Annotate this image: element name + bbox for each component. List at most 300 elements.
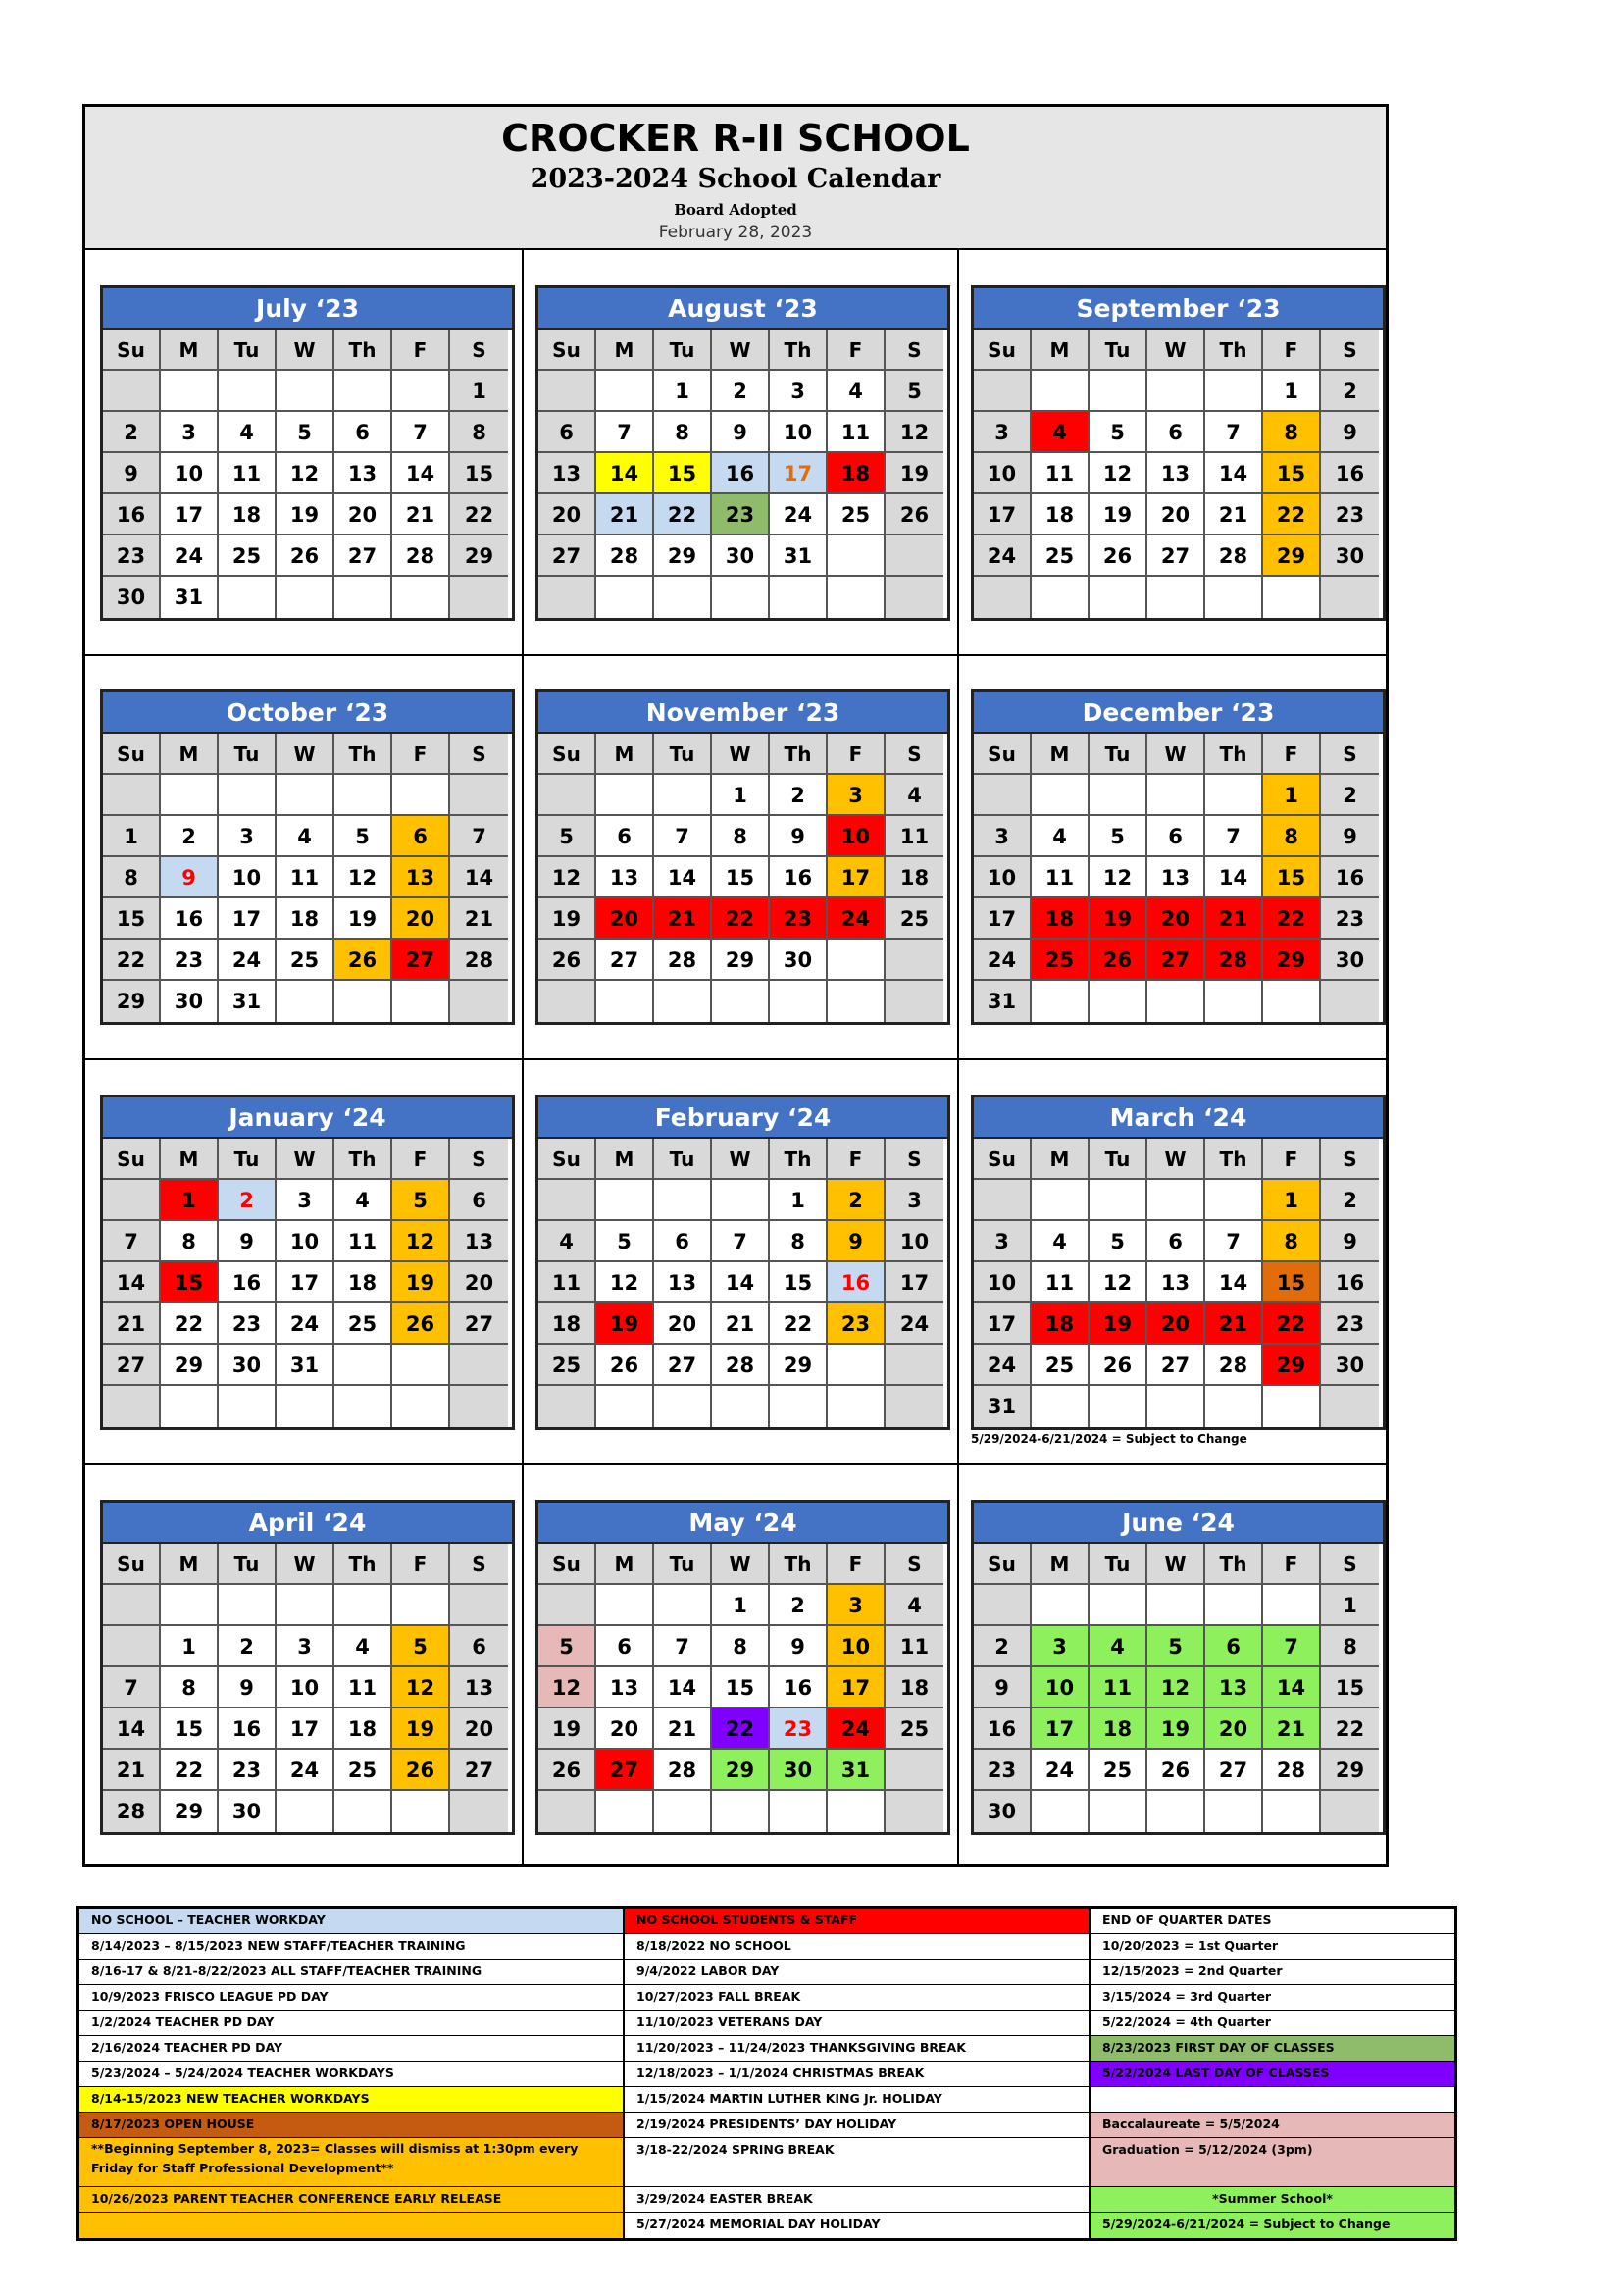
empty-day-cell [277,1791,334,1832]
weekday-header-row [103,330,512,371]
day-cell: 24 [770,494,828,535]
day-cell: 23 [770,1708,828,1750]
month-calendar [100,1500,515,1835]
day-cell: 20 [1147,494,1205,535]
empty-day-cell [828,1386,886,1427]
day-cell: 21 [103,1303,161,1345]
day-cell: 9 [770,1626,828,1667]
month-calendar [971,689,1386,1025]
day-cell: 22 [103,940,161,981]
legend-cell: 1/2/2024 TEACHER PD DAY [79,2011,625,2036]
week-row [538,816,947,857]
day-cell: 21 [1263,1708,1321,1750]
empty-day-cell [392,1386,450,1427]
month-title: April ‘24 [103,1503,512,1544]
day-cell: 19 [538,1708,596,1750]
week-row [974,535,1383,577]
empty-day-cell [1263,577,1321,618]
legend-cell: 1/15/2024 MARTIN LUTHER KING Jr. HOLIDAY [625,2087,1091,2113]
day-cell: 19 [538,898,596,940]
week-row [103,1345,512,1386]
day-cell: 6 [1205,1626,1263,1667]
week-row [538,1667,947,1708]
empty-day-cell [596,371,654,412]
empty-day-cell [538,775,596,816]
empty-day-cell [450,1386,508,1427]
day-cell: 7 [1205,816,1263,857]
day-cell: 15 [712,1667,770,1708]
day-cell: 19 [1090,898,1147,940]
weekday-label: S [1321,1139,1379,1180]
day-cell: 10 [974,453,1032,494]
day-cell: 21 [712,1303,770,1345]
legend-cell: Graduation = 5/12/2024 (3pm) [1091,2138,1454,2187]
day-cell: 22 [1263,494,1321,535]
empty-day-cell [1032,1386,1090,1427]
day-cell: 10 [219,857,277,898]
empty-day-cell [886,577,943,618]
week-row [538,1386,947,1427]
empty-day-cell [1263,1386,1321,1427]
day-cell: 29 [712,1750,770,1791]
empty-day-cell [654,981,712,1022]
day-cell: 4 [1032,816,1090,857]
day-cell: 19 [277,494,334,535]
day-cell: 25 [334,1303,392,1345]
week-row [538,1180,947,1221]
day-cell: 20 [1147,898,1205,940]
day-cell: 14 [1205,857,1263,898]
day-cell: 1 [450,371,508,412]
weekday-header-row [974,734,1383,775]
week-row [103,1303,512,1345]
empty-day-cell [538,1386,596,1427]
week-row [974,412,1383,453]
weekday-label: S [450,330,508,371]
month-title: June ‘24 [974,1503,1383,1544]
legend-cell: *Summer School* [1091,2187,1454,2213]
day-cell: 7 [1205,1221,1263,1262]
legend-cell: 3/15/2024 = 3rd Quarter [1091,1985,1454,2011]
day-cell: 25 [277,940,334,981]
day-cell: 6 [1147,816,1205,857]
day-cell: 2 [1321,775,1379,816]
weekday-label: Su [103,1139,161,1180]
day-cell: 20 [450,1262,508,1303]
legend-cell: 8/17/2023 OPEN HOUSE [79,2113,625,2138]
legend-cell: 10/9/2023 FRISCO LEAGUE PD DAY [79,1985,625,2011]
weekday-label: M [161,330,219,371]
day-cell: 7 [596,412,654,453]
empty-day-cell [450,775,508,816]
day-cell: 9 [219,1667,277,1708]
empty-day-cell [277,1585,334,1626]
day-cell: 19 [334,898,392,940]
day-cell: 29 [1263,1345,1321,1386]
weekday-label: S [886,1139,943,1180]
week-row [538,1262,947,1303]
day-cell: 13 [596,857,654,898]
day-cell: 28 [712,1345,770,1386]
week-row [974,1221,1383,1262]
grid-horizontal-line [85,1463,1386,1465]
empty-day-cell [103,371,161,412]
week-row [103,1750,512,1791]
day-cell: 28 [1263,1750,1321,1791]
day-cell: 21 [1205,1303,1263,1345]
day-cell: 11 [1032,453,1090,494]
day-cell: 2 [1321,1180,1379,1221]
day-cell: 3 [277,1180,334,1221]
day-cell: 27 [1205,1750,1263,1791]
day-cell: 7 [1205,412,1263,453]
day-cell: 13 [392,857,450,898]
legend-cell: 12/15/2023 = 2nd Quarter [1091,1960,1454,1985]
day-cell: 13 [1205,1667,1263,1708]
empty-day-cell [103,1180,161,1221]
weekday-label: S [1321,1544,1379,1585]
empty-day-cell [596,1180,654,1221]
empty-day-cell [277,577,334,618]
day-cell: 14 [654,857,712,898]
legend-row [79,2087,1454,2113]
weekday-label: Th [770,330,828,371]
day-cell: 29 [1321,1750,1379,1791]
legend-cell: 5/29/2024-6/21/2024 = Subject to Change [1091,2213,1454,2238]
weekday-header-row [103,734,512,775]
legend-cell: 10/20/2023 = 1st Quarter [1091,1934,1454,1960]
month-calendar [971,285,1386,621]
day-cell: 6 [654,1221,712,1262]
day-cell: 9 [770,816,828,857]
empty-day-cell [1032,1791,1090,1832]
day-cell: 16 [219,1262,277,1303]
weekday-label: W [277,1544,334,1585]
day-cell: 27 [1147,535,1205,577]
empty-day-cell [828,1345,886,1386]
week-row [538,1750,947,1791]
weekday-label: Su [974,1544,1032,1585]
day-cell: 11 [828,412,886,453]
empty-day-cell [334,981,392,1022]
empty-day-cell [1205,371,1263,412]
legend-cell: 3/29/2024 EASTER BREAK [625,2187,1091,2213]
empty-day-cell [1090,1791,1147,1832]
day-cell: 18 [828,453,886,494]
day-cell: 3 [219,816,277,857]
empty-day-cell [334,1386,392,1427]
day-cell: 7 [103,1221,161,1262]
empty-day-cell [334,1791,392,1832]
empty-day-cell [1147,1791,1205,1832]
day-cell: 26 [334,940,392,981]
day-cell: 30 [712,535,770,577]
week-row [538,577,947,618]
legend-cell: 10/26/2023 PARENT TEACHER CONFERENCE EARLY RELEASE [79,2187,625,2213]
day-cell: 29 [712,940,770,981]
empty-day-cell [596,1585,654,1626]
day-cell: 26 [392,1303,450,1345]
day-cell: 4 [334,1626,392,1667]
empty-day-cell [1321,1791,1379,1832]
week-row [974,1791,1383,1832]
day-cell: 16 [712,453,770,494]
empty-day-cell [886,1386,943,1427]
day-cell: 20 [334,494,392,535]
weekday-label: M [596,1544,654,1585]
empty-day-cell [1032,371,1090,412]
day-cell: 19 [392,1708,450,1750]
weekday-label: M [1032,1544,1090,1585]
day-cell: 27 [450,1303,508,1345]
week-row [974,1708,1383,1750]
weekday-label: M [1032,330,1090,371]
weekday-label: Th [770,1544,828,1585]
empty-day-cell [1147,577,1205,618]
day-cell: 16 [770,857,828,898]
day-cell: 17 [886,1262,943,1303]
day-cell: 26 [538,940,596,981]
month-title: December ‘23 [974,692,1383,734]
day-cell: 13 [334,453,392,494]
week-row [103,940,512,981]
empty-day-cell [974,577,1032,618]
empty-day-cell [886,981,943,1022]
week-row [538,940,947,981]
day-cell: 31 [770,535,828,577]
legend-cell: 5/22/2024 = 4th Quarter [1091,2011,1454,2036]
day-cell: 30 [161,981,219,1022]
week-row [538,1221,947,1262]
week-row [538,775,947,816]
day-cell: 5 [538,1626,596,1667]
day-cell: 26 [538,1750,596,1791]
weekday-header-row [974,330,1383,371]
day-cell: 12 [392,1221,450,1262]
day-cell: 18 [277,898,334,940]
month-title: November ‘23 [538,692,947,734]
day-cell: 18 [334,1708,392,1750]
day-cell: 20 [392,898,450,940]
day-cell: 29 [161,1791,219,1832]
day-cell: 6 [596,1626,654,1667]
week-row [103,981,512,1022]
day-cell: 8 [161,1221,219,1262]
day-cell: 21 [654,1708,712,1750]
empty-day-cell [1205,1180,1263,1221]
day-cell: 26 [1147,1750,1205,1791]
day-cell: 31 [219,981,277,1022]
empty-day-cell [1090,775,1147,816]
empty-day-cell [654,577,712,618]
weekday-label: W [712,330,770,371]
week-row [103,857,512,898]
month-title: February ‘24 [538,1097,947,1139]
empty-day-cell [1090,1585,1147,1626]
week-row [974,494,1383,535]
weekday-label: Tu [1090,1544,1147,1585]
day-cell: 15 [1263,453,1321,494]
weekday-label: M [596,734,654,775]
day-cell: 15 [450,453,508,494]
day-cell: 24 [828,1708,886,1750]
day-cell: 2 [770,1585,828,1626]
day-cell: 8 [1321,1626,1379,1667]
day-cell: 8 [712,816,770,857]
legend-cell: 11/20/2023 – 11/24/2023 THANKSGIVING BREAK [625,2036,1091,2062]
day-cell: 15 [161,1262,219,1303]
day-cell: 17 [828,1667,886,1708]
march-note: 5/29/2024-6/21/2024 = Subject to Change [971,1432,1247,1446]
month-title: October ‘23 [103,692,512,734]
empty-day-cell [770,577,828,618]
day-cell: 6 [334,412,392,453]
month-title: August ‘23 [538,288,947,330]
weekday-label: S [1321,734,1379,775]
week-row [103,577,512,618]
legend-row [79,2062,1454,2087]
empty-day-cell [1147,371,1205,412]
empty-day-cell [654,775,712,816]
empty-day-cell [1205,1585,1263,1626]
legend-cell: 5/27/2024 MEMORIAL DAY HOLIDAY [625,2213,1091,2238]
day-cell: 14 [450,857,508,898]
day-cell: 19 [392,1262,450,1303]
school-name: CROCKER R-II SCHOOL [501,117,970,160]
week-row [538,1626,947,1667]
weekday-label: Tu [219,1544,277,1585]
empty-day-cell [538,577,596,618]
day-cell: 28 [654,940,712,981]
legend-row [79,1909,1454,1934]
weekday-label: Th [770,734,828,775]
weekday-label: M [1032,734,1090,775]
day-cell: 12 [596,1262,654,1303]
day-cell: 4 [828,371,886,412]
empty-day-cell [450,577,508,618]
day-cell: 5 [1090,816,1147,857]
weekday-label: S [886,1544,943,1585]
legend-cell: 12/18/2023 – 1/1/2024 CHRISTMAS BREAK [625,2062,1091,2087]
legend-cell: 2/16/2024 TEACHER PD DAY [79,2036,625,2062]
day-cell: 21 [392,494,450,535]
day-cell: 27 [654,1345,712,1386]
weekday-label: W [1147,330,1205,371]
empty-day-cell [1147,1585,1205,1626]
day-cell: 29 [1263,535,1321,577]
week-row [538,1345,947,1386]
empty-day-cell [712,1180,770,1221]
day-cell: 8 [712,1626,770,1667]
empty-day-cell [596,1791,654,1832]
day-cell: 13 [1147,1262,1205,1303]
week-row [538,1303,947,1345]
weekday-label: W [1147,1139,1205,1180]
day-cell: 9 [219,1221,277,1262]
day-cell: 25 [886,1708,943,1750]
legend-cell: NO SCHOOL STUDENTS & STAFF [625,1909,1091,1934]
weekday-label: Tu [1090,330,1147,371]
day-cell: 27 [392,940,450,981]
week-row [103,1667,512,1708]
day-cell: 8 [1263,412,1321,453]
day-cell: 23 [974,1750,1032,1791]
weekday-header-row [538,330,947,371]
day-cell: 18 [1032,1303,1090,1345]
day-cell: 16 [1321,857,1379,898]
day-cell: 18 [219,494,277,535]
day-cell: 23 [828,1303,886,1345]
calendar-title: 2023-2024 School Calendar [530,164,941,194]
month-calendar [535,1500,950,1835]
day-cell: 25 [538,1345,596,1386]
legend-cell: 8/14/2023 – 8/15/2023 NEW STAFF/TEACHER TRAINING [79,1934,625,1960]
weekday-label: M [161,1544,219,1585]
day-cell: 22 [161,1750,219,1791]
weekday-label: Su [538,734,596,775]
weekday-label: M [161,734,219,775]
day-cell: 14 [1205,1262,1263,1303]
empty-day-cell [1032,775,1090,816]
empty-day-cell [596,577,654,618]
empty-day-cell [828,577,886,618]
day-cell: 14 [712,1262,770,1303]
day-cell: 5 [334,816,392,857]
day-cell: 1 [770,1180,828,1221]
legend-row [79,1960,1454,1985]
weekday-label: W [277,1139,334,1180]
empty-day-cell [1321,577,1379,618]
day-cell: 23 [219,1750,277,1791]
legend-cell: **Beginning September 8, 2023= Classes will dismiss at 1:30pm every Friday for Staff Professional Development** [79,2138,625,2187]
empty-day-cell [219,577,277,618]
legend-cell: 8/23/2023 FIRST DAY OF CLASSES [1091,2036,1454,2062]
legend-cell: 3/18-22/2024 SPRING BREAK [625,2138,1091,2187]
day-cell: 1 [712,775,770,816]
day-cell: 2 [974,1626,1032,1667]
empty-day-cell [1147,1386,1205,1427]
day-cell: 12 [277,453,334,494]
empty-day-cell [712,981,770,1022]
month-calendar [100,689,515,1025]
empty-day-cell [886,940,943,981]
day-cell: 21 [596,494,654,535]
day-cell: 1 [654,371,712,412]
month-title: July ‘23 [103,288,512,330]
day-cell: 12 [538,1667,596,1708]
empty-day-cell [392,1791,450,1832]
day-cell: 11 [1032,857,1090,898]
empty-day-cell [103,775,161,816]
day-cell: 24 [277,1303,334,1345]
day-cell: 11 [277,857,334,898]
empty-day-cell [1032,1180,1090,1221]
day-cell: 27 [1147,1345,1205,1386]
day-cell: 17 [974,1303,1032,1345]
day-cell: 23 [712,494,770,535]
day-cell: 28 [392,535,450,577]
empty-day-cell [654,1180,712,1221]
week-row [103,898,512,940]
empty-day-cell [277,371,334,412]
weekday-label: Tu [1090,1139,1147,1180]
legend-cell: 11/10/2023 VETERANS DAY [625,2011,1091,2036]
weekday-label: Th [1205,1139,1263,1180]
day-cell: 4 [334,1180,392,1221]
day-cell: 22 [712,1708,770,1750]
day-cell: 26 [596,1345,654,1386]
legend-cell: 8/14-15/2023 NEW TEACHER WORKDAYS [79,2087,625,2113]
